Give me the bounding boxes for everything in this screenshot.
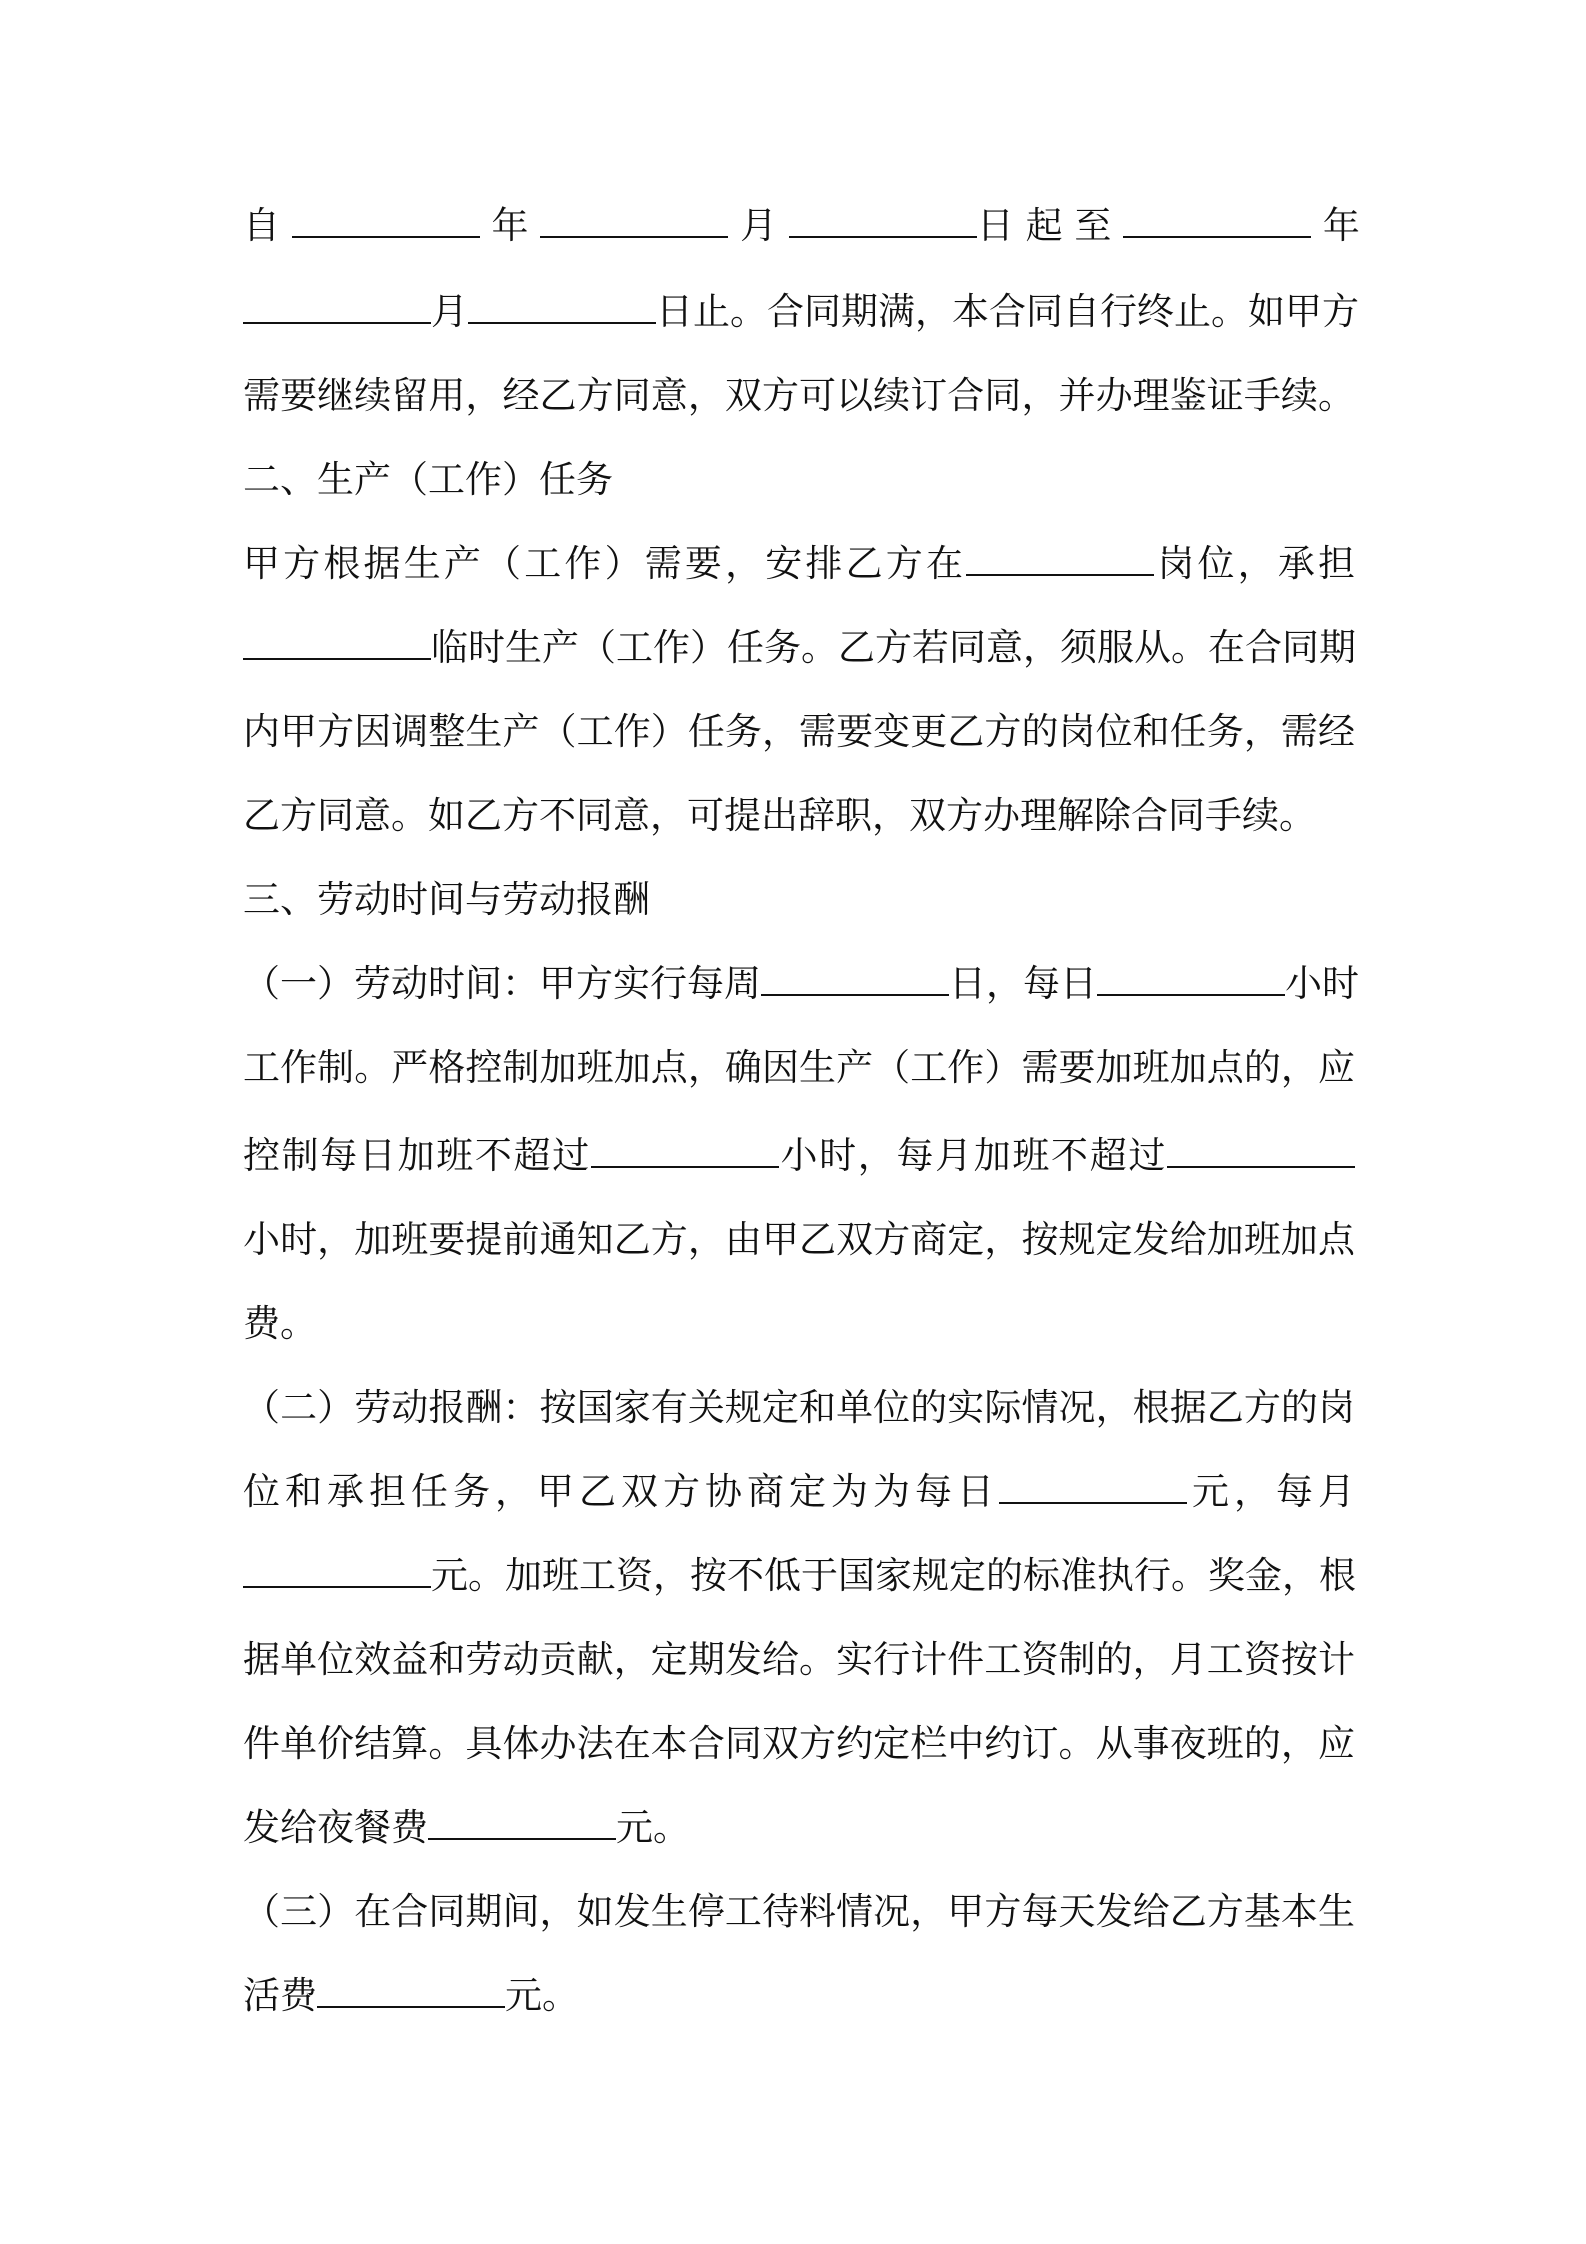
position-blank[interactable] [966,544,1154,576]
contract-term-line-3: 需要继续留用，经乙方同意，双方可以续订合同，并办理鉴证手续。 [243,374,1355,417]
hours-per-day-blank[interactable] [1097,964,1285,996]
start-day-blank[interactable] [789,206,977,238]
task-blank[interactable] [243,628,431,660]
monthly-overtime-blank[interactable] [1167,1136,1355,1168]
end-year-blank[interactable] [1123,206,1311,238]
stoppage-line-1: （三）在合同期间，如发生停工待料情况，甲方每天发给乙方基本生 [243,1890,1355,1933]
pay-line-1: （二）劳动报酬：按国家有关规定和单位的实际情况，根据乙方的岗 [243,1386,1355,1429]
pay-line-5: 件单价结算。具体办法在本合同双方约定栏中约订。从事夜班的，应 [243,1722,1355,1765]
pay-line-3: 元。加班工资，按不低于国家规定的标准执行。奖金，根 [243,1548,1355,1604]
section-heading-hours-pay: 三、劳动时间与劳动报酬 [243,878,650,921]
hours-line-5: 费。 [243,1302,317,1345]
pay-line-4: 据单位效益和劳动贡献，定期发给。实行计件工资制的，月工资按计 [243,1638,1355,1681]
pay-line-6: 发给夜餐费 元。 [243,1806,690,1849]
start-year-blank[interactable] [292,206,480,238]
hours-line-4: 小时，加班要提前通知乙方，由甲乙双方商定，按规定发给加班加点 [243,1218,1355,1261]
days-per-week-blank[interactable] [761,964,949,996]
hours-line-2: 工作制。严格控制加班加点，确因生产（工作）需要加班加点的，应 [243,1046,1355,1089]
work-task-line-1: 甲方根据生产（工作）需要，安排乙方在 岗位，承担 [243,542,1356,585]
monthly-wage-blank[interactable] [243,1556,431,1588]
work-task-line-2: 临时生产（工作）任务。乙方若同意，须服从。在合同期 [243,620,1355,676]
section-heading-work-task: 二、生产（工作）任务 [243,458,613,501]
pay-line-2: 位和承担任务，甲乙双方协商定为为每日 元，每月 [243,1470,1355,1513]
work-task-line-3: 内甲方因调整生产（工作）任务，需要变更乙方的岗位和任务，需经 [243,710,1355,753]
daily-wage-blank[interactable] [999,1472,1187,1504]
contract-term-line-1: 自 年 月 日 起 至 年 [243,204,1360,247]
stoppage-line-2: 活费 元。 [243,1974,579,2017]
daily-overtime-blank[interactable] [591,1136,779,1168]
end-month-blank[interactable] [243,292,431,324]
living-allowance-blank[interactable] [317,1976,505,2008]
contract-term-line-2: 月 日止。合同期满，本合同自行终止。如甲方 [243,284,1355,340]
work-task-line-4: 乙方同意。如乙方不同意，可提出辞职，双方办理解除合同手续。 [243,794,1316,837]
hours-line-3: 控制每日加班不超过 小时，每月加班不超过 [243,1128,1355,1184]
hours-line-1: （一）劳动时间：甲方实行每周 日，每日 小时 [243,962,1359,1005]
start-month-blank[interactable] [540,206,728,238]
night-meal-blank[interactable] [428,1808,616,1840]
end-day-blank[interactable] [468,292,656,324]
